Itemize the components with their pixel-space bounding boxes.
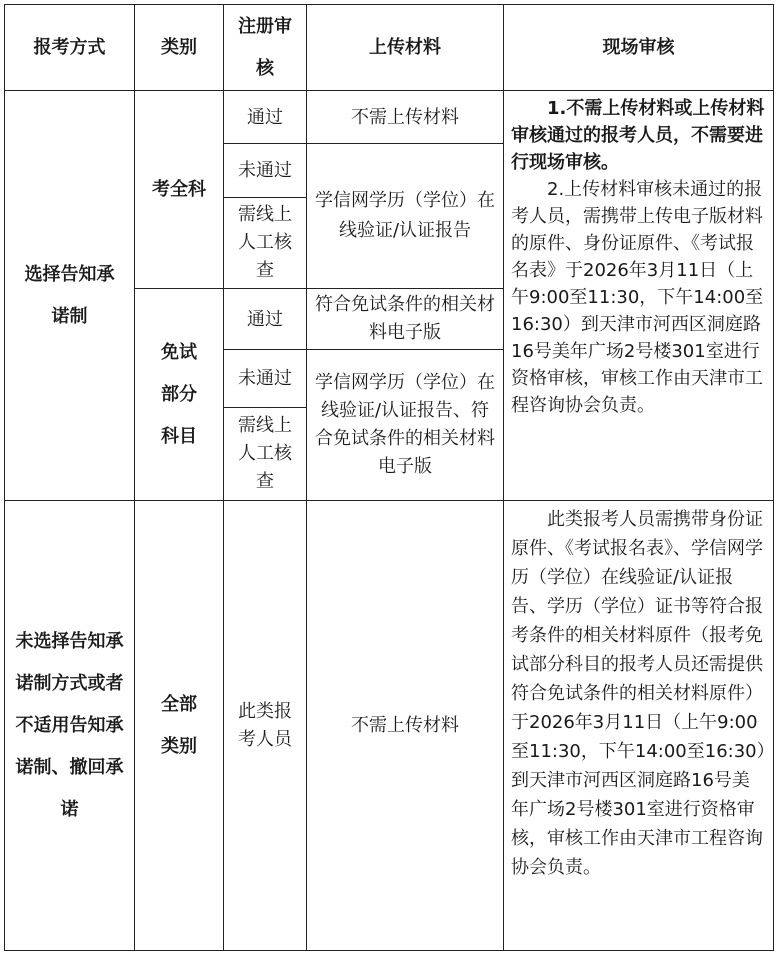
exam-registration-table (4, 4, 774, 951)
onsite-review-cell (504, 91, 774, 501)
review-cell: 需线上人工核查 (224, 408, 307, 501)
review-cell: 需线上人工核查 (224, 198, 307, 289)
materials-cell: 学信网学历（学位）在线验证/认证报告 (307, 144, 504, 289)
review-cell: 通过 (224, 91, 307, 144)
materials-cell: 学信网学历（学位）在线验证/认证报告、符合免试条件的相关材料电子版 (307, 350, 504, 501)
materials-cell: 不需上传材料 (307, 501, 504, 951)
onsite-review-cell (504, 501, 774, 951)
table-row (5, 91, 774, 144)
materials-cell: 符合免试条件的相关材料电子版 (307, 289, 504, 350)
category-cell-all: 全部类别 (135, 501, 224, 951)
header-upload-materials: 上传材料 (307, 5, 504, 91)
header-row (5, 5, 774, 91)
onsite-paragraph-1: 1.不需上传材料或上传材料审核通过的报考人员，不需要进行现场审核。 (511, 98, 765, 173)
header-method: 报考方式 (5, 5, 135, 91)
method-cell-no-commitment: 未选择告知承诺制方式或者不适用告知承诺制、撤回承诺 (5, 501, 135, 951)
method-cell-commitment: 选择告知承诺制 (5, 91, 135, 501)
review-cell: 此类报考人员 (224, 501, 307, 951)
review-cell: 未通过 (224, 350, 307, 408)
header-category: 类别 (135, 5, 224, 91)
category-cell-full: 考全科 (135, 91, 224, 289)
category-cell-exempt: 免试部分科目 (135, 289, 224, 501)
materials-cell: 不需上传材料 (307, 91, 504, 144)
header-onsite-review: 现场审核 (504, 5, 774, 91)
review-cell: 未通过 (224, 144, 307, 198)
onsite-paragraph-2: 2.上传材料审核未通过的报考人员，需携带上传电子版材料的原件、身份证原件、《考试报名表》于2026年3月11日（上午9:00至11:30，下午14:00至16:30）到天津市河西区洞庭路16号美年广场2号楼301室进行资格审核，审核工作由天津市工程咨询协会负责。 (511, 179, 764, 416)
header-registration-review: 注册审核 (224, 5, 307, 91)
table-row (5, 501, 774, 951)
onsite-paragraph-3: 此类报考人员需携带身份证原件、《考试报名表》、学信网学历（学位）在线验证/认证报告、学历（学位）证书等符合报考条件的相关材料原件（报考免试部分科目的报考人员还需提供符合免试条件的相关材料原件）于2026年3月11日（上午9:00至11:30，下午14:00至16:30）到天津市河西区洞庭路16号美年广场2号楼301室进行资格审核，审核工作由天津市工程咨询协会负责。 (511, 509, 766, 878)
review-cell: 通过 (224, 289, 307, 350)
